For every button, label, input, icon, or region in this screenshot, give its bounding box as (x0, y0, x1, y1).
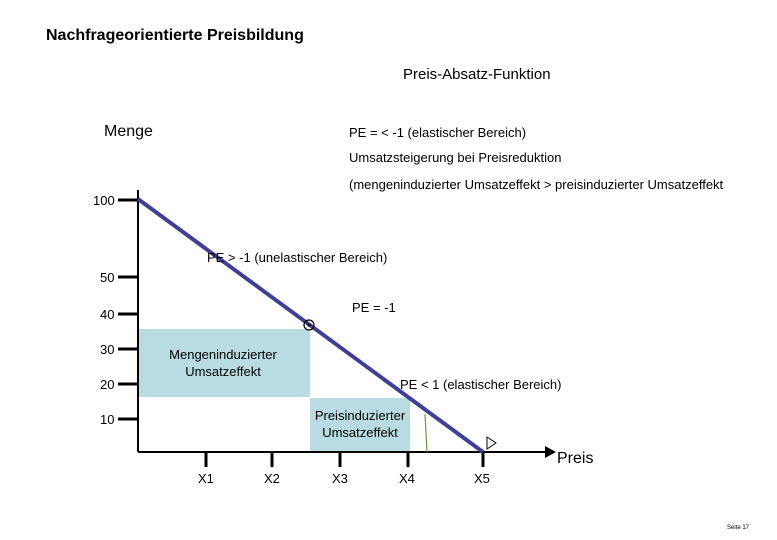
annotation-elastic-lower: PE < 1 (elastischer Bereich) (400, 377, 562, 392)
y-tick-label-10: 10 (100, 412, 115, 427)
x-axis-arrowhead (545, 446, 556, 458)
x-tick-label-x5: X5 (474, 471, 490, 486)
y-tick-label-30: 30 (100, 342, 115, 357)
y-tick-label-40: 40 (100, 307, 115, 322)
annotation-elastic-upper: PE = < -1 (elastischer Bereich) (349, 125, 527, 140)
y-tick-label-100: 100 (93, 193, 115, 208)
triangle-marker (487, 437, 496, 449)
annotation-effect-compare: (mengeninduzierter Umsatzeffekt > preisinduzierter Umsatzeffekt (349, 177, 724, 192)
price-effect-label: Preisinduzierter Umsatzeffekt (314, 408, 406, 440)
x-axis-title: Preis (557, 450, 594, 467)
x-tick-label-x4: X4 (399, 471, 415, 486)
annotation-inelastic: PE > -1 (unelastischer Bereich) (207, 250, 388, 265)
x-tick-label-x2: X2 (264, 471, 280, 486)
annotation-unit-elastic: PE = -1 (352, 300, 396, 315)
x-tick-label-x3: X3 (332, 471, 348, 486)
y-tick-label-20: 20 (100, 377, 115, 392)
page-title: Nachfrageorientierte Preisbildung (46, 27, 304, 44)
diagram-subtitle: Preis-Absatz-Funktion (403, 66, 551, 83)
x-tick-label-x1: X1 (198, 471, 214, 486)
green-marker-line (425, 414, 427, 452)
y-axis-title: Menge (104, 123, 153, 140)
unit-elastic-marker-dot (308, 324, 311, 327)
page-number: Seite 17 (727, 525, 750, 531)
annotation-revenue-growth: Umsatzsteigerung bei Preisreduktion (349, 150, 562, 165)
quantity-effect-label: Mengeninduzierter Umsatzeffekt (169, 347, 277, 379)
y-tick-label-50: 50 (100, 270, 115, 285)
